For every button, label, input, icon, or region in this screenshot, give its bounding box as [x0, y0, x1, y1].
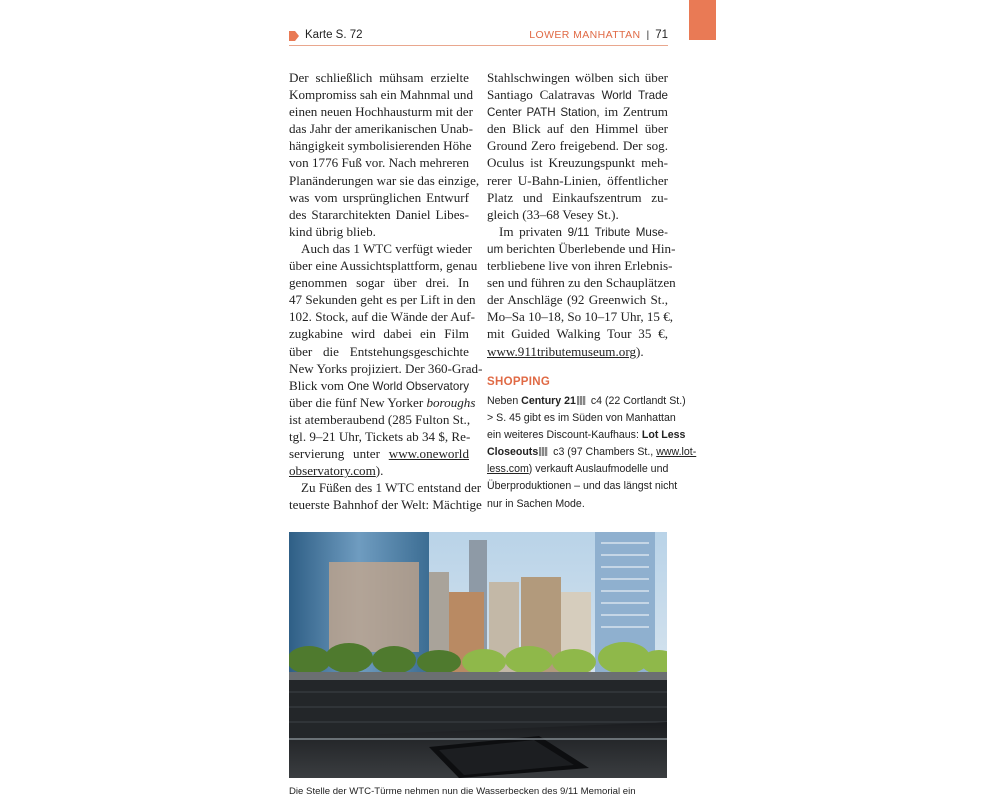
- text-line: der Anschläge (92 Greenwich St.,: [487, 292, 668, 308]
- text-line: kind übrig blieb.: [289, 223, 376, 239]
- text-line: [487, 393, 686, 410]
- text-line: einen neuen Hochhausturm mit der: [289, 104, 473, 120]
- text-fragment: servierung unter: [289, 446, 389, 462]
- text-line: Oculus ist Kreuzungspunkt meh-: [487, 155, 668, 171]
- text-line: des Stararchitekten Daniel Libes-: [289, 206, 469, 222]
- oneworld-url-link-cont[interactable]: observatory.com: [289, 463, 376, 479]
- text-line: gleich (33–68 Vesey St.).: [487, 206, 619, 222]
- highlight-tribute-museum: 9/11 Tribute Muse-: [567, 225, 668, 239]
- text-line: 47 Sekunden geht es per Lift in den: [289, 292, 476, 308]
- text-line: [487, 461, 668, 478]
- running-head: [529, 29, 668, 41]
- text-line: von 1776 Fuß vor. Nach mehreren: [289, 155, 469, 171]
- header-separator: |: [646, 29, 650, 41]
- text-fragment: Neben: [487, 395, 522, 407]
- text-line: Planänderungen war sie das einzige,: [289, 172, 480, 188]
- map-grid-icon: [539, 447, 548, 456]
- text-fragment: ).: [375, 463, 384, 479]
- map-grid-icon: [577, 396, 586, 405]
- text-line: Überproduktionen – und das längst nicht: [487, 480, 678, 493]
- oneworld-url-link[interactable]: www.oneworld: [388, 446, 469, 462]
- text-fragment: ) verkauft Auslaufmodelle und: [528, 463, 669, 476]
- text-fragment: c4 (22 Cortlandt St.): [587, 395, 686, 407]
- text-line: Kompromiss sah ein Mahnmal und: [289, 87, 474, 103]
- text-line: [487, 427, 686, 444]
- text-line: rerer U-Bahn-Linien, öffentlicher: [487, 172, 668, 188]
- store-lot-less-cont: Closeouts: [487, 446, 539, 459]
- text-line: mit Guided Walking Tour 35 €,: [487, 326, 668, 342]
- text-line: terbliebene live von ihren Erlebnis-: [487, 258, 673, 274]
- text-line: [289, 394, 476, 411]
- photo-caption: Die Stelle der WTC-Türme nehmen nun die Wasserbecken des 9/11 Memorial ein: [289, 786, 636, 797]
- text-fragment: c3 (97 Chambers St.,: [550, 446, 657, 459]
- page-header: [289, 28, 668, 46]
- text-line: [487, 86, 668, 103]
- text-line: genommen sogar über drei. In: [289, 275, 469, 291]
- text-line: [289, 445, 469, 462]
- store-century-21: Century 21: [521, 395, 576, 407]
- memorial-photo: [289, 532, 667, 778]
- text-line: [289, 462, 469, 479]
- text-line: > S. 45 gibt es im Süden von Manhattan: [487, 412, 676, 425]
- text-line: [289, 377, 469, 394]
- text-line: hängigkeit symbolisierenden Höhe: [289, 138, 472, 154]
- text-fragment: ).: [636, 343, 644, 359]
- text-fragment: berichten Überlebende und Hin-: [503, 240, 676, 256]
- text-line: ist atemberaubend (285 Fulton St.,: [289, 411, 471, 427]
- lotless-url-link-cont[interactable]: less.com: [487, 463, 529, 476]
- section-title: LOWER MANHATTAN: [529, 29, 641, 41]
- text-line: [487, 103, 668, 120]
- text-line: Auch das 1 WTC verfügt wieder: [301, 240, 473, 256]
- highlight-path-station-cont: Center PATH Station,: [487, 106, 600, 120]
- shopping-heading: SHOPPING: [487, 376, 551, 388]
- text-line: [487, 343, 668, 360]
- map-arrow-icon: [289, 31, 299, 41]
- text-line: über die Entstehungsgeschichte: [289, 343, 469, 359]
- left-text-column: [289, 69, 483, 513]
- text-line: Ground Zero freigebend. Der sog.: [487, 138, 668, 154]
- text-line: Zu Füßen des 1 WTC entstand der: [301, 480, 482, 496]
- highlight-one-world-observatory: One World Observatory: [347, 379, 469, 393]
- page-tab-marker: [689, 0, 716, 40]
- right-text-column: [487, 69, 676, 360]
- memorial-photo-illustration: [289, 532, 667, 778]
- text-line: teuerste Bahnhof der Welt: Mächtige: [289, 497, 482, 513]
- text-line: tgl. 9–21 Uhr, Tickets ab 34 $, Re-: [289, 428, 471, 444]
- text-line: Der schließlich mühsam erzielte: [289, 70, 469, 85]
- text-line: 102. Stock, auf die Wände der Auf-: [289, 309, 475, 325]
- text-fragment: über die fünf New Yorker: [289, 394, 427, 410]
- text-line: Platz und Einkaufszentrum zu-: [487, 189, 668, 205]
- text-fragment: Im privaten: [499, 223, 568, 239]
- page-number: 71: [655, 29, 668, 41]
- text-fragment: ein weiteres Discount-Kaufhaus:: [487, 429, 642, 442]
- text-line: über eine Aussichtsplattform, genau: [289, 258, 478, 274]
- text-line: sen und führen zu den Schauplätzen: [487, 275, 676, 291]
- text-line: das Jahr der amerikanischen Unab-: [289, 121, 473, 137]
- italic-term-boroughs: boroughs: [426, 394, 476, 410]
- text-line: nur in Sachen Mode.: [487, 497, 585, 510]
- text-line: was vom ursprünglichen Entwurf: [289, 189, 469, 205]
- text-line: zugkabine wird dabei ein Film: [289, 326, 469, 342]
- text-fragment: Blick vom: [289, 377, 348, 393]
- lotless-url-link[interactable]: www.lot-: [656, 446, 697, 459]
- store-lot-less: Lot Less: [641, 429, 686, 442]
- text-line: [487, 223, 668, 240]
- text-fragment: Santiago Calatravas: [487, 87, 602, 103]
- text-fragment: im Zentrum: [599, 104, 668, 120]
- text-line: [487, 240, 676, 257]
- shopping-text: [487, 393, 697, 513]
- text-line: Stahlschwingen wölben sich über: [487, 70, 668, 85]
- text-line: den Blick auf den Himmel über: [487, 121, 668, 137]
- highlight-tribute-museum-cont: um: [487, 242, 504, 256]
- highlight-path-station: World Trade: [601, 89, 668, 103]
- header-rule: [289, 45, 668, 46]
- text-line: Mo–Sa 10–18, So 10–17 Uhr, 15 €,: [487, 309, 674, 325]
- text-line: New Yorks projiziert. Der 360-Grad-: [289, 360, 483, 376]
- text-line: [487, 444, 697, 461]
- tribute-museum-url-link[interactable]: www.911tributemuseum.org: [487, 343, 636, 359]
- map-reference-link[interactable]: Karte S. 72: [305, 29, 363, 41]
